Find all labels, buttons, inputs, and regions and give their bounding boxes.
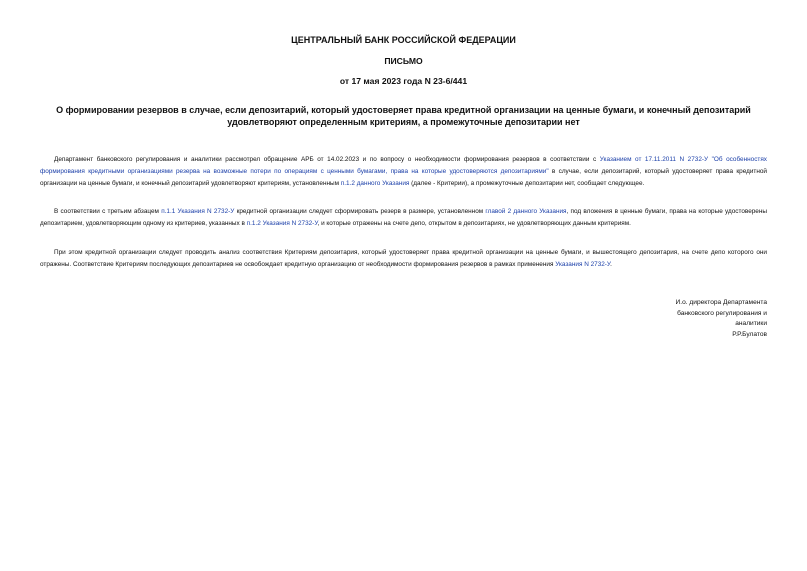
p2-text-3: , под вложения в ценные бумаги, права на которые удостоверены депозитарием, удовлетворяющим одному из критериев, указанных в (40, 208, 767, 227)
p3-text-1: При этом кредитной организации следует проводить анализ соответствия Критериям депозитария, который удостоверяет права кредитной организации на ценные бумаги, и вышестоящего депозитария, на счете депо которого они отражены. Соответствие Критериям последующих депозитариев не освобождает кредитную организацию от необходимости формирования резервов в рамках применения (40, 249, 767, 268)
signature-position-line-3: аналитики (735, 320, 767, 328)
issuer-heading: ЦЕНТРАЛЬНЫЙ БАНК РОССИЙСКОЙ ФЕДЕРАЦИИ (291, 35, 516, 45)
document-type: ПИСЬМО (384, 56, 423, 66)
p1-text-2: в случае, если депозитарий, который удостоверяет права кредитной организации на ценные бумаги, и конечный депозитарий удовлетворяют критериям, установленным (40, 168, 768, 187)
p3-text-2: . (610, 261, 612, 268)
paragraph-2 (40, 206, 767, 230)
p1-text-1: Департамент банковского регулирования и аналитики рассмотрел обращение АРБ от 14.02.2023 и по вопросу о необходимости формирования резервов в соответствии с (54, 156, 600, 163)
p2-text-2: кредитной организации следует сформировать резерв в размере, установленном (234, 208, 486, 215)
p2-text-1: В соответствии с третьим абзацем (54, 208, 162, 215)
document-date-number: от 17 мая 2023 года N 23-6/441 (339, 76, 468, 86)
link-chapter-2[interactable]: главой 2 данного Указания (485, 208, 567, 215)
signature-block (627, 298, 767, 340)
document-title: О формировании резервов в случае, если депозитарий, который удостоверяет права кредитной организации на ценные бумаги, и конечный депозитарий удовлетворяют определенным критериям, а промежуточные депозитарии нет (56, 105, 751, 127)
signature-position-line-2: банковского регулирования и (677, 309, 767, 317)
link-ukazanie-2732u-full[interactable]: Указанием от 17.11.2011 N 2732-У "Об особенностях формирования кредитными организациями резерва на возможные потери по операциям с ценными бумагами, права на которые удостоверяются депозитариями" (40, 156, 767, 175)
p2-text-4: , и которые отражены на счете депо, открытом в депозитариях, не удовлетворяющих данным критериям. (317, 220, 631, 227)
paragraph-1 (40, 154, 767, 190)
link-p-1-2-second[interactable]: п.1.2 Указания N 2732-У (246, 220, 318, 227)
signature-position-line-1: И.о. директора Департамента (675, 299, 767, 306)
link-ukazanie-2732u[interactable]: Указания N 2732-У (555, 261, 611, 268)
link-p-1-2[interactable]: п.1.2 данного Указания (340, 180, 410, 187)
signatory-name: Р.Р.Булатов (732, 330, 767, 338)
paragraph-3 (40, 247, 767, 271)
link-p-1-1[interactable]: п.1.1 Указания N 2732-У (161, 208, 235, 215)
p1-text-3: (далее - Критерии), а промежуточные депозитарии нет, сообщает следующее. (409, 180, 645, 187)
